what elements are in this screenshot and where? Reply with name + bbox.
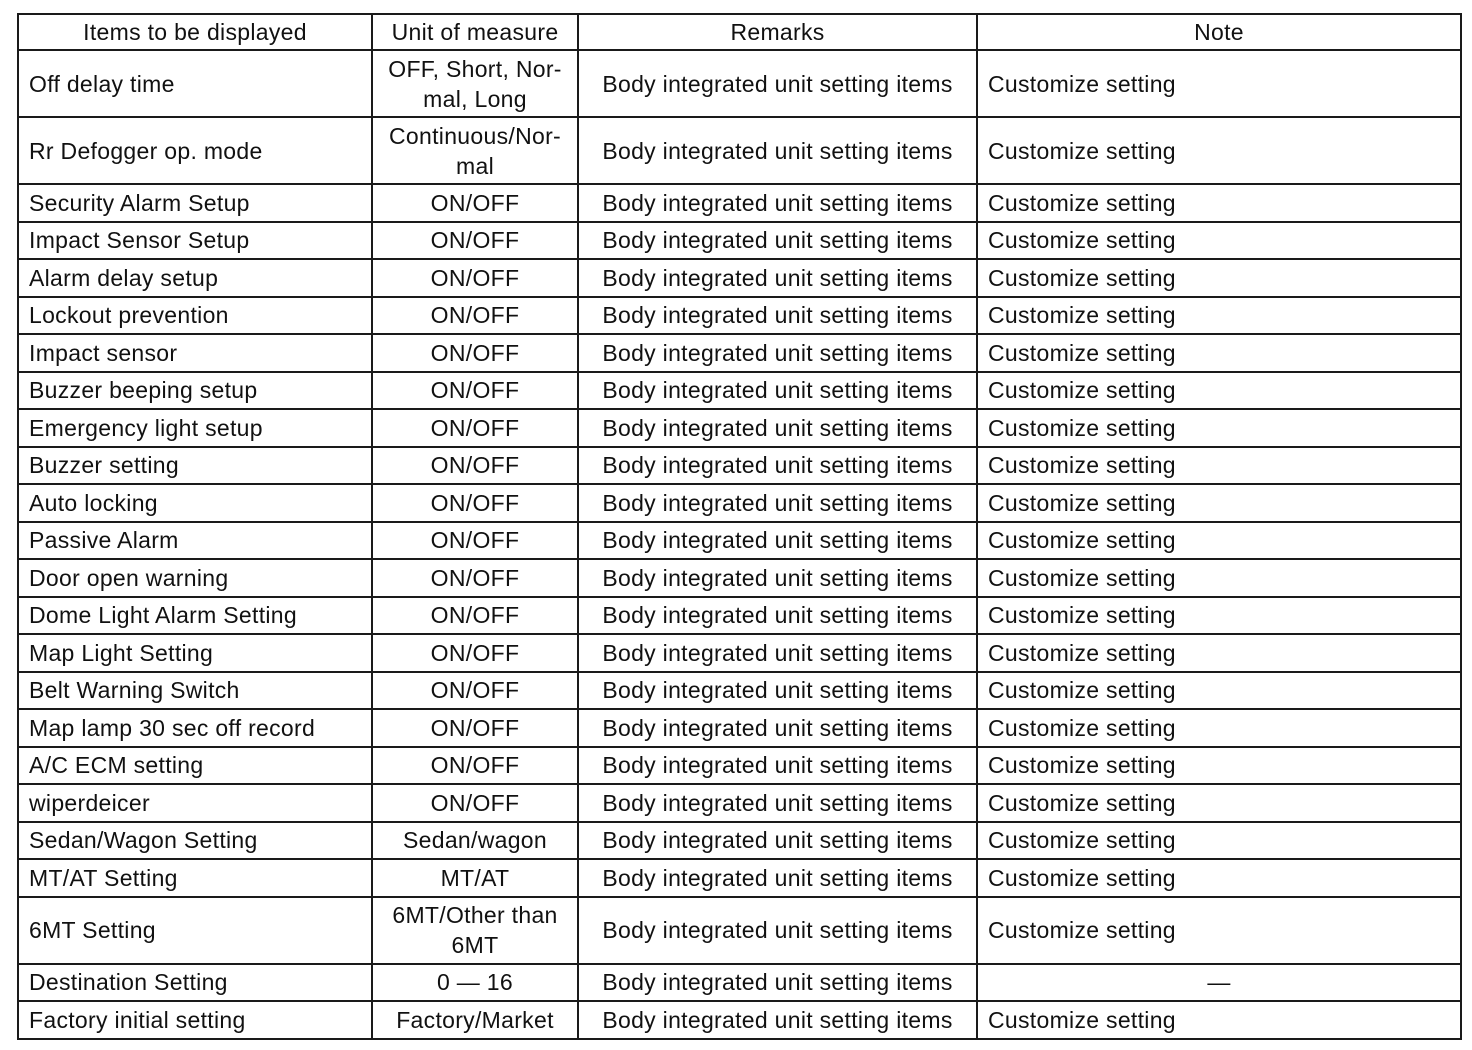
remarks-cell: Body integrated unit setting items [578, 334, 977, 372]
note-cell: Customize setting [977, 447, 1461, 485]
remarks-cell: Body integrated unit setting items [578, 672, 977, 710]
remarks-cell: Body integrated unit setting items [578, 859, 977, 897]
unit-cell: ON/OFF [372, 559, 578, 597]
table-row [18, 784, 1461, 822]
item-cell: A/C ECM setting [18, 747, 372, 785]
item-cell: Auto locking [18, 484, 372, 522]
remarks-cell: Body integrated unit setting items [578, 964, 977, 1002]
remarks-cell: Body integrated unit setting items [578, 50, 977, 117]
unit-cell: ON/OFF [372, 747, 578, 785]
unit-cell: ON/OFF [372, 297, 578, 335]
remarks-cell: Body integrated unit setting items [578, 897, 977, 964]
table-row [18, 447, 1461, 485]
header-remarks: Remarks [578, 14, 977, 50]
item-cell: Map lamp 30 sec off record [18, 709, 372, 747]
unit-cell: ON/OFF [372, 184, 578, 222]
remarks-cell: Body integrated unit setting items [578, 709, 977, 747]
item-cell: MT/AT Setting [18, 859, 372, 897]
item-cell: Emergency light setup [18, 409, 372, 447]
note-cell: Customize setting [977, 559, 1461, 597]
table-row [18, 859, 1461, 897]
unit-cell: ON/OFF [372, 672, 578, 710]
remarks-cell: Body integrated unit setting items [578, 522, 977, 560]
note-cell: Customize setting [977, 484, 1461, 522]
table-row [18, 184, 1461, 222]
remarks-cell: Body integrated unit setting items [578, 447, 977, 485]
item-cell: Security Alarm Setup [18, 184, 372, 222]
note-cell: Customize setting [977, 1001, 1461, 1039]
table-row [18, 559, 1461, 597]
item-cell: Lockout prevention [18, 297, 372, 335]
header-row [18, 14, 1461, 50]
note-cell: Customize setting [977, 897, 1461, 964]
table-row [18, 672, 1461, 710]
item-cell: 6MT Setting [18, 897, 372, 964]
item-cell: Dome Light Alarm Setting [18, 597, 372, 635]
note-cell: Customize setting [977, 372, 1461, 410]
note-cell: Customize setting [977, 747, 1461, 785]
remarks-cell: Body integrated unit setting items [578, 184, 977, 222]
item-cell: wiperdeicer [18, 784, 372, 822]
table-row [18, 522, 1461, 560]
note-cell: Customize setting [977, 297, 1461, 335]
item-cell: Map Light Setting [18, 634, 372, 672]
remarks-cell: Body integrated unit setting items [578, 822, 977, 860]
unit-cell: Factory/Market [372, 1001, 578, 1039]
unit-cell: ON/OFF [372, 409, 578, 447]
unit-cell: Continuous/Nor-mal [372, 117, 578, 184]
note-cell: Customize setting [977, 259, 1461, 297]
header-unit: Unit of measure [372, 14, 578, 50]
remarks-cell: Body integrated unit setting items [578, 784, 977, 822]
item-cell: Off delay time [18, 50, 372, 117]
note-cell: Customize setting [977, 634, 1461, 672]
unit-cell: ON/OFF [372, 372, 578, 410]
note-cell: Customize setting [977, 222, 1461, 260]
unit-cell: ON/OFF [372, 634, 578, 672]
note-cell: Customize setting [977, 50, 1461, 117]
table-row [18, 747, 1461, 785]
unit-cell: ON/OFF [372, 259, 578, 297]
item-cell: Impact sensor [18, 334, 372, 372]
item-cell: Door open warning [18, 559, 372, 597]
note-cell: Customize setting [977, 859, 1461, 897]
table-row [18, 50, 1461, 117]
remarks-cell: Body integrated unit setting items [578, 259, 977, 297]
table-row [18, 597, 1461, 635]
table-row [18, 822, 1461, 860]
table-row [18, 484, 1461, 522]
table-row [18, 372, 1461, 410]
table-row [18, 222, 1461, 260]
item-cell: Factory initial setting [18, 1001, 372, 1039]
item-cell: Rr Defogger op. mode [18, 117, 372, 184]
unit-cell: ON/OFF [372, 447, 578, 485]
note-cell: Customize setting [977, 522, 1461, 560]
remarks-cell: Body integrated unit setting items [578, 597, 977, 635]
table-row [18, 897, 1461, 964]
table-row [18, 634, 1461, 672]
unit-cell: Sedan/wagon [372, 822, 578, 860]
table-row [18, 297, 1461, 335]
table-row [18, 409, 1461, 447]
item-cell: Alarm delay setup [18, 259, 372, 297]
item-cell: Passive Alarm [18, 522, 372, 560]
remarks-cell: Body integrated unit setting items [578, 372, 977, 410]
unit-cell: ON/OFF [372, 597, 578, 635]
remarks-cell: Body integrated unit setting items [578, 634, 977, 672]
note-cell: Customize setting [977, 409, 1461, 447]
table-row [18, 709, 1461, 747]
note-cell: — [977, 964, 1461, 1002]
remarks-cell: Body integrated unit setting items [578, 559, 977, 597]
unit-cell: ON/OFF [372, 334, 578, 372]
remarks-cell: Body integrated unit setting items [578, 297, 977, 335]
remarks-cell: Body integrated unit setting items [578, 1001, 977, 1039]
remarks-cell: Body integrated unit setting items [578, 117, 977, 184]
header-items: Items to be displayed [18, 14, 372, 50]
unit-cell: 0 — 16 [372, 964, 578, 1002]
unit-cell: ON/OFF [372, 484, 578, 522]
unit-cell: ON/OFF [372, 522, 578, 560]
remarks-cell: Body integrated unit setting items [578, 747, 977, 785]
table-row [18, 334, 1461, 372]
item-cell: Sedan/Wagon Setting [18, 822, 372, 860]
item-cell: Buzzer beeping setup [18, 372, 372, 410]
remarks-cell: Body integrated unit setting items [578, 409, 977, 447]
item-cell: Belt Warning Switch [18, 672, 372, 710]
unit-cell: ON/OFF [372, 709, 578, 747]
note-cell: Customize setting [977, 822, 1461, 860]
remarks-cell: Body integrated unit setting items [578, 222, 977, 260]
remarks-cell: Body integrated unit setting items [578, 484, 977, 522]
header-note: Note [977, 14, 1461, 50]
item-cell: Buzzer setting [18, 447, 372, 485]
unit-cell: 6MT/Other than 6MT [372, 897, 578, 964]
table-row [18, 964, 1461, 1002]
unit-cell: ON/OFF [372, 222, 578, 260]
table-row [18, 117, 1461, 184]
unit-cell: ON/OFF [372, 784, 578, 822]
note-cell: Customize setting [977, 117, 1461, 184]
table-row [18, 1001, 1461, 1039]
setting-items-table [17, 13, 1462, 1040]
item-cell: Impact Sensor Setup [18, 222, 372, 260]
table-row [18, 259, 1461, 297]
item-cell: Destination Setting [18, 964, 372, 1002]
unit-cell: OFF, Short, Nor-mal, Long [372, 50, 578, 117]
note-cell: Customize setting [977, 184, 1461, 222]
unit-cell: MT/AT [372, 859, 578, 897]
note-cell: Customize setting [977, 709, 1461, 747]
note-cell: Customize setting [977, 672, 1461, 710]
note-cell: Customize setting [977, 784, 1461, 822]
note-cell: Customize setting [977, 597, 1461, 635]
note-cell: Customize setting [977, 334, 1461, 372]
